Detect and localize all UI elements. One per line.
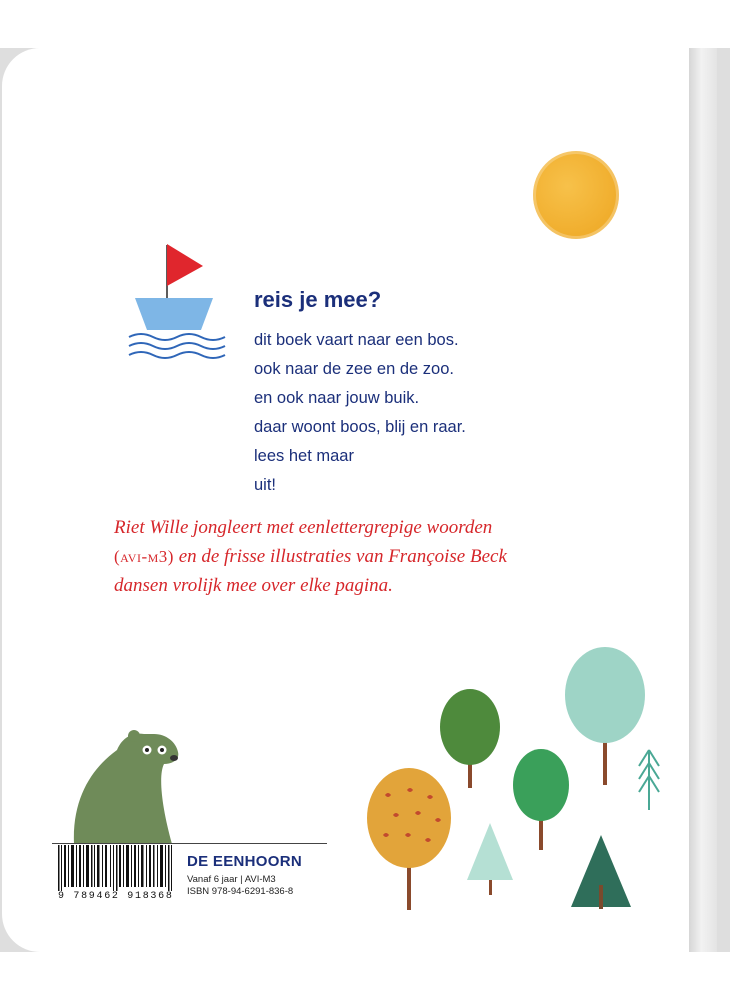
avi-level: (avi-m3) bbox=[114, 547, 174, 566]
blurb-line: Riet Wille jongleert met eenlettergrepige woorden bbox=[114, 517, 493, 538]
poem-line: daar woont boos, blij en raar. bbox=[254, 418, 466, 436]
book-spine bbox=[689, 48, 717, 952]
blurb-text: en de frisse illustraties van Françoise Beck bbox=[173, 546, 507, 567]
poem-line: en ook naar jouw buik. bbox=[254, 389, 420, 407]
poem-line: uit! bbox=[254, 476, 277, 494]
age-level: Vanaf 6 jaar | AVI-M3 bbox=[187, 874, 276, 885]
poem bbox=[254, 326, 466, 500]
poem-title: reis je mee? bbox=[254, 287, 382, 312]
blurb-line: dansen vrolijk mee over elke pagina. bbox=[114, 575, 393, 596]
bear-illustration bbox=[62, 728, 192, 846]
isbn: ISBN 978-94-6291-836-8 bbox=[187, 886, 294, 897]
barcode-digits: 9 789462 918368 bbox=[58, 891, 174, 902]
sailboat-illustration bbox=[125, 240, 235, 365]
forest-illustration bbox=[355, 645, 675, 913]
poem-line: ook naar de zee en de zoo. bbox=[254, 360, 454, 378]
sun-illustration bbox=[533, 151, 619, 239]
publisher-name: DE EENHOORN bbox=[187, 853, 302, 870]
poem-line: dit boek vaart naar een bos. bbox=[254, 331, 459, 349]
barcode-divider bbox=[52, 843, 327, 844]
barcode bbox=[58, 845, 176, 891]
blurb-line bbox=[114, 542, 614, 571]
book-blurb bbox=[114, 513, 614, 600]
publisher-info bbox=[187, 874, 293, 898]
poem-line: lees het maar bbox=[254, 447, 354, 465]
